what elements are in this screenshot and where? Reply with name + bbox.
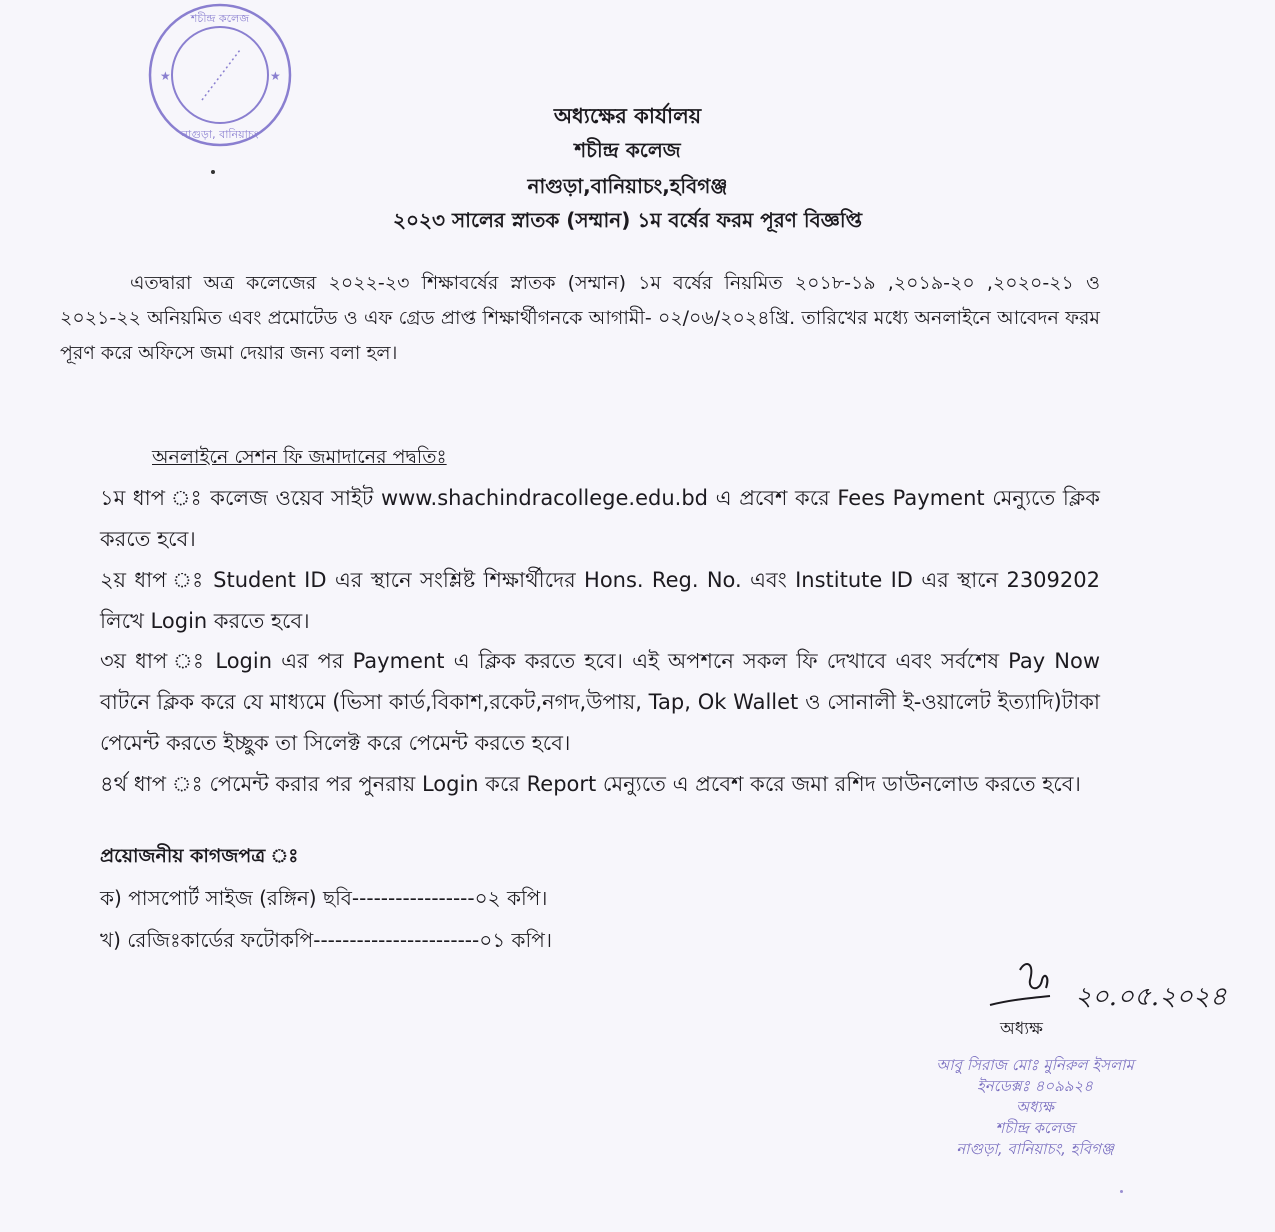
- intro-paragraph: এতদ্বারা অত্র কলেজের ২০২২-২৩ শিক্ষাবর্ষের স্নাতক (সম্মান) ১ম বর্ষের নিয়মিত ২০১৮-১৯ ,২০১৯-২০ ,২০২০-২১ ও ২০২১-২২ অনিয়মিত এবং প্রমোটেড ও এফ গ্রেড প্রাপ্ত শিক্ষার্থীগনকে আগামী- ০২/০৬/২০২৪খ্রি. তারিখের মধ্যে অনলাইনে আবেদন ফরম পূরণ করে অফিসে জমা দেয়ার জন্য বলা হল।: [60, 272, 1100, 364]
- step-2: ২য় ধাপ ঃ Student ID এর স্থানে সংশ্লিষ্ট শিক্ষার্থীদের Hons. Reg. No. এবং Institute ID এর স্থানে 2309202 লিখে Login করতে হবে।: [100, 568, 1100, 633]
- svg-text:নাগুড়া, বানিয়াচং: নাগুড়া, বানিয়াচং: [181, 128, 259, 141]
- designation: অধ্যক্ষ: [1000, 1019, 1043, 1039]
- svg-text:★: ★: [160, 69, 171, 83]
- college-address: নাগুড়া,বানিয়াচং,হবিগঞ্জ: [527, 174, 728, 198]
- stamp-title: অধ্যক্ষ: [1016, 1098, 1054, 1116]
- stamp-index: ইনডেক্সঃ ৪০৯৯২৪: [976, 1077, 1094, 1095]
- ink-dot: [1120, 1190, 1123, 1193]
- stamp-name: আবু সিরাজ মোঃ মুনিরুল ইসলাম: [936, 1056, 1134, 1074]
- document-item: ক) পাসপোর্ট সাইজ (রঙ্গিন) ছবি-----------------০২ কপি।: [100, 886, 548, 910]
- step-1: ১ম ধাপ ঃ কলেজ ওয়েব সাইট www.shachindracollege.edu.bd এ প্রবেশ করে Fees Payment মেন্যুতে ক্লিক করতে হবে।: [100, 486, 1100, 551]
- svg-text:★: ★: [270, 69, 281, 83]
- stamp-college: শচীন্দ্র কলেজ: [995, 1119, 1075, 1137]
- document-item: খ) রেজিঃকার্ডের ফটোকপি-----------------------০১ কপি।: [100, 928, 553, 952]
- college-name: শচীন্দ্র কলেজ: [574, 138, 681, 162]
- principal-stamp: [900, 1055, 1170, 1160]
- documents-title: প্রয়োজনীয় কাগজপত্র ঃ: [100, 845, 299, 867]
- svg-text:২০.০৫.২০২৪: ২০.০৫.২০২৪: [1075, 982, 1227, 1012]
- step-4: ৪র্থ ধাপ ঃ পেমেন্ট করার পর পুনরায় Login করে Report মেন্যুতে এ প্রবেশ করে জমা রশিদ ডাউনলোড করতে হবে।: [100, 772, 1081, 796]
- step-3: ৩য় ধাপ ঃ Login এর পর Payment এ ক্লিক করতে হবে। এই অপশনে সকল ফি দেখাবে এবং সর্বশেষ Pay Now বাটনে ক্লিক করে যে মাধ্যমে (ভিসা কার্ড,বিকাশ,রকেট,নগদ,উপায়, Tap, Ok Wallet ও সোনালী ই-ওয়ালেট ইত্যাদি)টাকা পেমেন্ট করতে ইচ্ছুক তা সিলেক্ট করে পেমেন্ট করতে হবে।: [100, 649, 1100, 755]
- office-heading: অধ্যক্ষের কার্যালয়: [553, 104, 702, 128]
- notice-title: ২০২৩ সালের স্নাতক (সম্মান) ১ম বর্ষের ফরম পূরণ বিজ্ঞপ্তি: [392, 208, 863, 232]
- payment-section-title: অনলাইনে সেশন ফি জমাদানের পদ্বতিঃ: [152, 446, 447, 468]
- stamp-address: নাগুড়া, বানিয়াচং, হবিগঞ্জ: [956, 1140, 1114, 1158]
- svg-text:শচীন্দ্র কলেজ: শচীন্দ্র কলেজ: [190, 12, 250, 25]
